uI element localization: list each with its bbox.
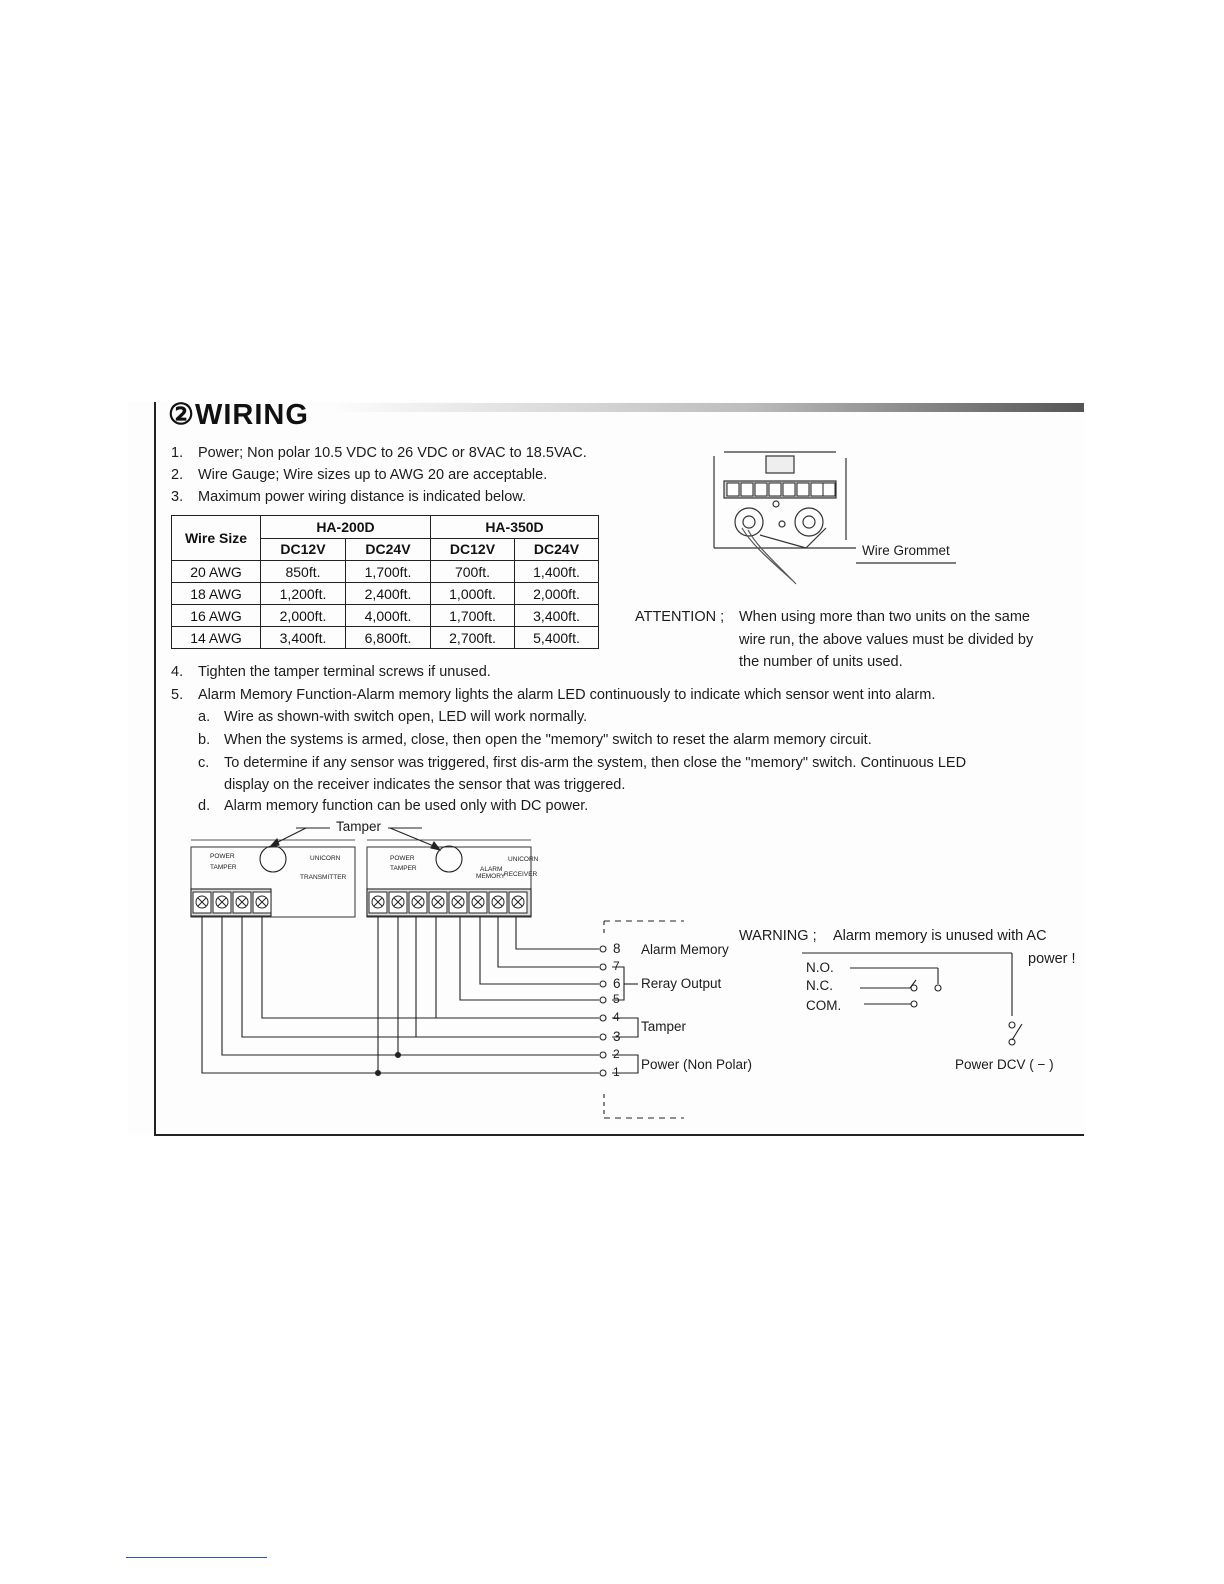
terminal-number: 8 (613, 941, 621, 956)
value-cell: 1,700ft. (346, 561, 431, 583)
warning-label: WARNING ; (739, 928, 817, 944)
rx-memory-text: MEMORY (476, 873, 506, 880)
value-cell: 1,000ft. (431, 583, 515, 605)
substep-text: Wire as shown-with switch open, LED will work normally. (224, 709, 588, 725)
spec-power: Power; Non polar 10.5 VDC to 26 VDC or 8VAC to 18.5VAC. (198, 445, 587, 461)
spec-num: 3. (171, 489, 184, 505)
value-cell: 3,400ft. (515, 605, 599, 627)
contact-label: N.O. (806, 960, 834, 975)
voltage-header: DC24V (346, 538, 431, 561)
warning-text-end: power ! (1028, 951, 1076, 967)
footer-rule (126, 1557, 267, 1558)
terminal-number: 1 (613, 1065, 620, 1079)
terminal-number: 7 (613, 959, 620, 973)
value-cell: 2,000ft. (515, 583, 599, 605)
model-header: HA-200D (261, 516, 431, 539)
spec-num: 2. (171, 467, 184, 483)
value-cell: 3,400ft. (261, 627, 346, 649)
wire-size-cell: 16 AWG (172, 605, 261, 627)
substep-num: c. (198, 755, 210, 771)
power-group-label: Power (Non Polar) (641, 1057, 753, 1072)
contact-label: N.C. (806, 978, 833, 993)
step-alarm-memory: Alarm Memory Function-Alarm memory lights the alarm LED continuously to indicate which sensor went into alarm. (198, 687, 936, 703)
rx-brand-text: UNICORN (508, 856, 539, 863)
substep-text: Alarm memory function can be used only with DC power. (224, 798, 589, 814)
value-cell: 5,400ft. (515, 627, 599, 649)
terminal-number: 3 (613, 1029, 621, 1044)
spec-distance: Maximum power wiring distance is indicated below. (198, 489, 527, 505)
table-corner: Wire Size (172, 516, 261, 561)
step-num: 4. (171, 664, 184, 680)
terminal-number: 6 (613, 976, 621, 991)
terminal-number: 5 (613, 992, 620, 1006)
spec-wire-gauge: Wire Gauge; Wire sizes up to AWG 20 are acceptable. (198, 467, 548, 483)
value-cell: 2,000ft. (261, 605, 346, 627)
substep-num: b. (198, 732, 211, 748)
step-tamper: Tighten the tamper terminal screws if unused. (198, 664, 491, 680)
voltage-header: DC12V (431, 538, 515, 561)
relay-output-label: Reray Output (641, 976, 722, 991)
alarm-memory-label: Alarm Memory (641, 942, 729, 957)
tx-role-text: TRANSMITTER (300, 874, 347, 881)
wire-size-cell: 20 AWG (172, 561, 261, 583)
tx-power-text: POWER (210, 853, 235, 860)
substep-text: To determine if any sensor was triggered, first dis-arm the system, then close the "memory" switch. Continuous LED (224, 755, 967, 771)
value-cell: 1,400ft. (515, 561, 599, 583)
tx-tamper-text: TAMPER (210, 864, 237, 871)
value-cell: 700ft. (431, 561, 515, 583)
step-num: 5. (171, 687, 184, 703)
rx-role-text: RECEIVER (504, 871, 538, 878)
section-title: ②WIRING (168, 399, 309, 431)
rx-tamper-text: TAMPER (390, 865, 417, 872)
voltage-header: DC24V (515, 538, 599, 561)
attention-label: ATTENTION ; (635, 609, 725, 625)
value-cell: 2,400ft. (346, 583, 431, 605)
terminal-number: 2 (613, 1047, 620, 1061)
rx-alarm-text: ALARM (480, 866, 503, 873)
value-cell: 4,000ft. (346, 605, 431, 627)
substep-text: When the systems is armed, close, then open the "memory" switch to reset the alarm memory circuit. (224, 732, 872, 748)
spec-num: 1. (171, 445, 184, 461)
power-dcv-label: Power DCV ( − ) (955, 1057, 1054, 1072)
value-cell: 1,200ft. (261, 583, 346, 605)
voltage-header: DC12V (261, 538, 346, 561)
warning-text: Alarm memory is unused with AC (833, 928, 1047, 944)
wire-size-cell: 14 AWG (172, 627, 261, 649)
tamper-callout: Tamper (336, 819, 382, 834)
wiring-diagram (191, 828, 1022, 1118)
value-cell: 6,800ft. (346, 627, 431, 649)
unit-labels (210, 853, 539, 881)
value-cell: 2,700ft. (431, 627, 515, 649)
attention-line: wire run, the above values must be divided by (739, 632, 1034, 648)
grommet-drawing (714, 452, 956, 584)
substep-text: display on the receiver indicates the sensor that was triggered. (224, 777, 626, 793)
tx-brand-text: UNICORN (310, 855, 341, 862)
attention-line: the number of units used. (739, 654, 903, 670)
attention-line: When using more than two units on the same (739, 609, 1030, 625)
wire-grommet-label: Wire Grommet (862, 543, 950, 558)
substep-num: d. (198, 798, 211, 814)
contact-label: COM. (806, 998, 842, 1013)
model-header: HA-350D (431, 516, 599, 539)
value-cell: 850ft. (261, 561, 346, 583)
value-cell: 1,700ft. (431, 605, 515, 627)
substep-num: a. (198, 709, 211, 725)
wire-size-cell: 18 AWG (172, 583, 261, 605)
tamper-group-label: Tamper (641, 1019, 687, 1034)
terminal-number: 4 (613, 1010, 620, 1024)
rx-power-text: POWER (390, 855, 415, 862)
